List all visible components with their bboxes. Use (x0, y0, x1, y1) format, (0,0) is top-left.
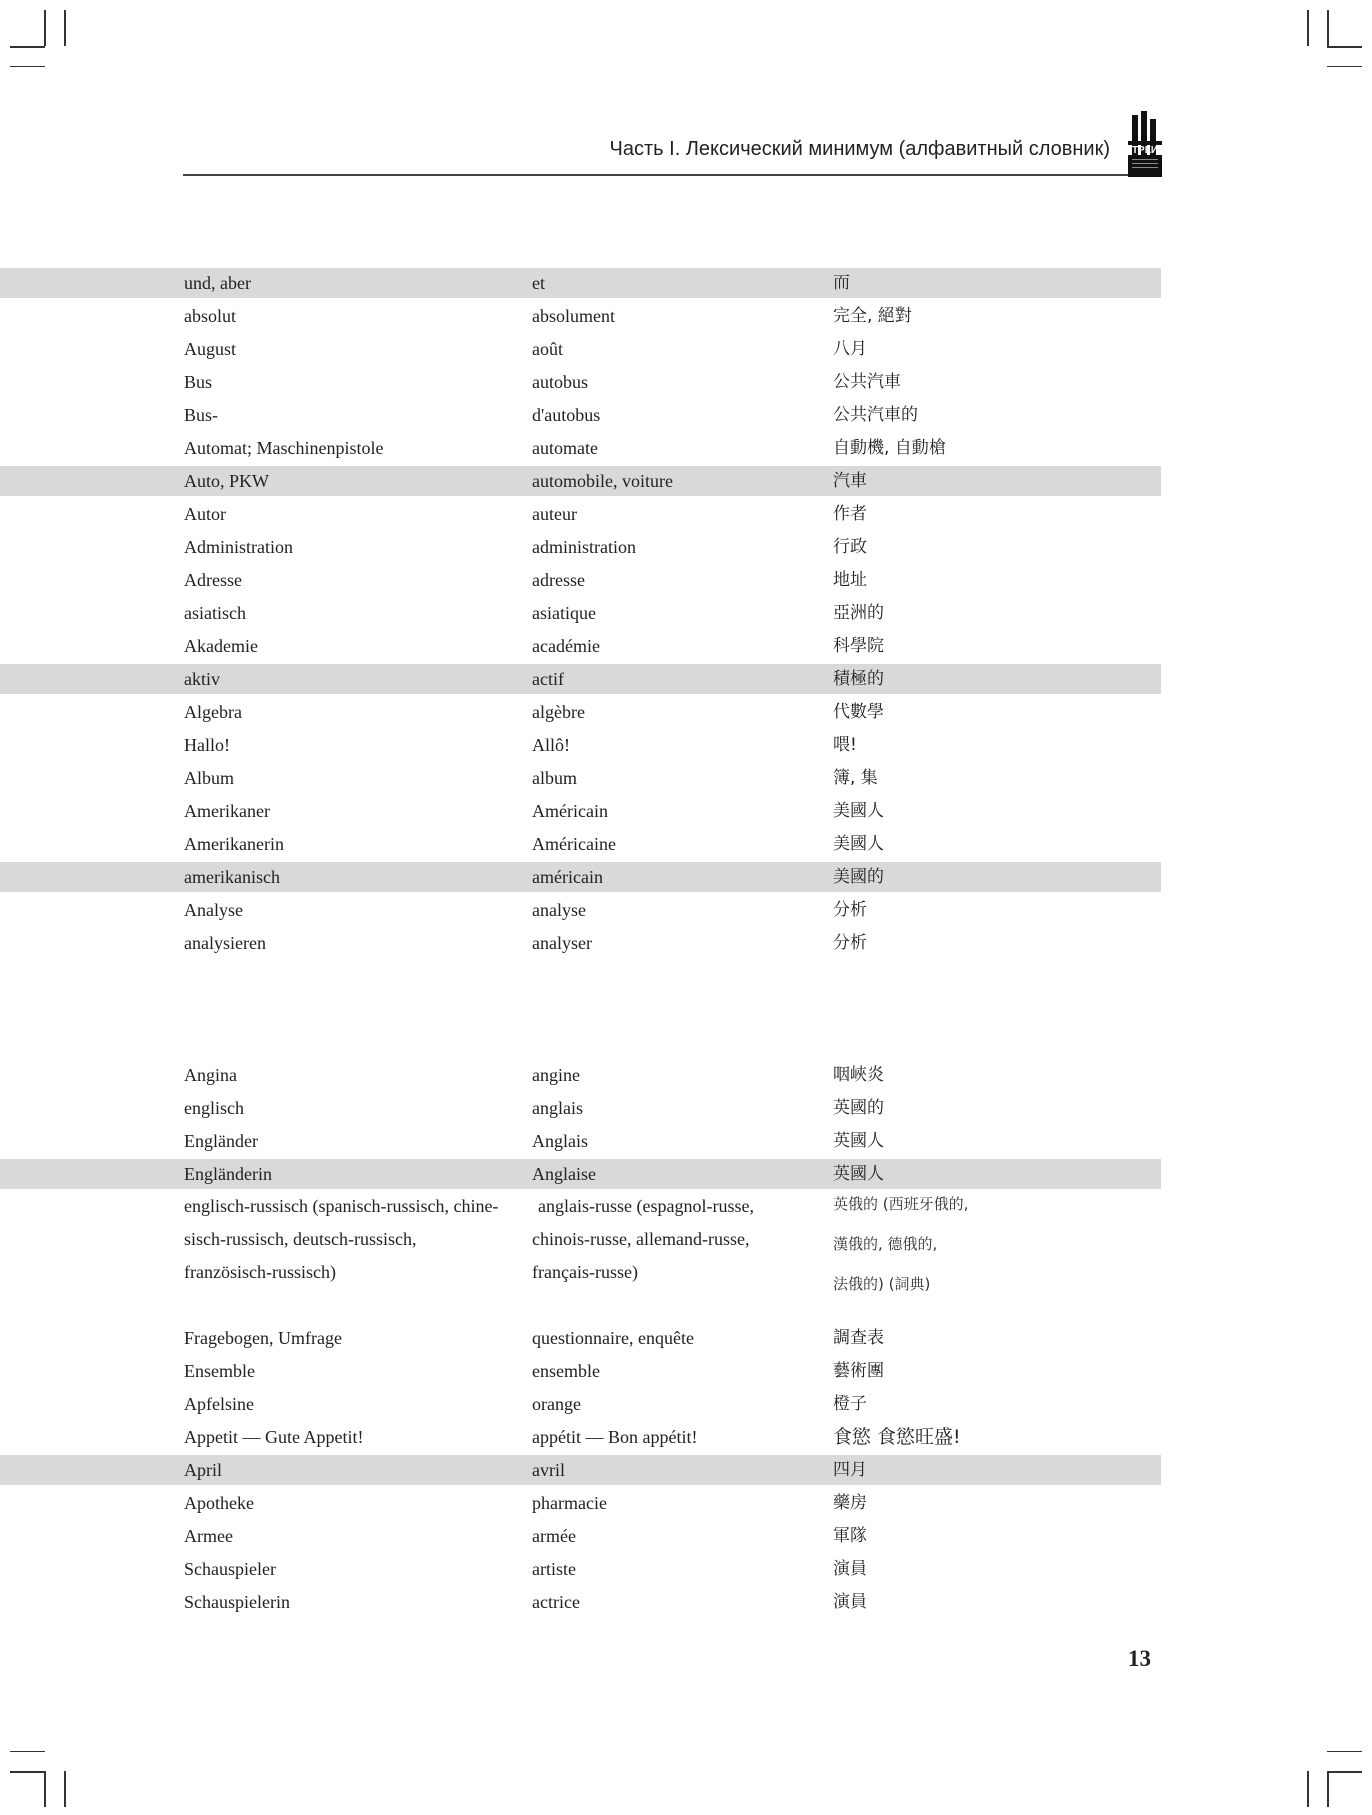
table-row: Armee armée 軍隊 (184, 1526, 867, 1546)
table-row: Ensemble ensemble 藝術團 (184, 1361, 884, 1381)
header-rule (183, 174, 1161, 176)
table-row: Album album 簿, 集 (184, 768, 878, 788)
table-row: Auto, PKW automobile, voiture 汽車 (0, 466, 1161, 496)
table-row: Bus autobus 公共汽車 (184, 372, 901, 392)
running-header: Часть I. Лексический минимум (алфавитный словник) (609, 138, 1110, 160)
table-row: asiatisch asiatique 亞洲的 (184, 603, 884, 623)
page-number: 13 (1128, 1646, 1151, 1671)
table-row: Akademie académie 科學院 (184, 636, 884, 656)
table-row: Amerikaner Américain 美國人 (184, 801, 884, 821)
table-row: und, aber et 而 (0, 268, 1161, 298)
table-row: Engländer Anglais 英國人 (184, 1131, 884, 1151)
table-row: Analyse analyse 分析 (184, 900, 867, 920)
table-row: aktiv actif 積極的 (0, 664, 1161, 694)
table-row: Apotheke pharmacie 藥房 (184, 1493, 867, 1513)
table-row: Hallo! Allô! 喂! (184, 735, 857, 755)
table-row: amerikanisch américain 美國的 (0, 862, 1161, 892)
trki-logo-icon (1128, 111, 1162, 177)
table-row: Bus- d'autobus 公共汽車的 (184, 405, 918, 425)
table-row: April avril 四月 (0, 1455, 1161, 1485)
table-row: Autor auteur 作者 (184, 504, 867, 524)
table-row: Schauspieler artiste 演員 (184, 1559, 867, 1579)
table-row: August août 八月 (184, 339, 867, 359)
table-row: Automat; Maschinenpistole automate 自動機, 自動槍 (184, 438, 946, 458)
table-row: Fragebogen, Umfrage questionnaire, enquête 調查表 (184, 1328, 884, 1348)
logo-text: ТРКИ (1131, 145, 1159, 156)
table-row: Apfelsine orange 橙子 (184, 1394, 867, 1414)
table-row: Schauspielerin actrice 演員 (184, 1592, 867, 1612)
multiline-zh: 英俄的 (西班牙俄的, 漢俄的, 德俄的, 法俄的) (詞典) (833, 1195, 969, 1293)
table-row: Amerikanerin Américaine 美國人 (184, 834, 884, 854)
multiline-de: englisch-russisch (spanisch-russisch, chine- sisch-russisch, deutsch-russisch, französisch-russisch) (184, 1196, 499, 1282)
multiline-fr: anglais-russe (espagnol-russe, chinois-russe, allemand-russe, français-russe) (532, 1196, 754, 1282)
table-row: Administration administration 行政 (184, 537, 867, 557)
table-row: Adresse adresse 地址 (184, 570, 867, 590)
table-row: Algebra algèbre 代數學 (184, 702, 884, 722)
table-row: englisch anglais 英國的 (184, 1098, 884, 1118)
table-row: Angina angine 咽峽炎 (184, 1065, 884, 1085)
table-row: analysieren analyser 分析 (184, 933, 867, 953)
table-row: absolut absolument 完全, 絕對 (184, 306, 912, 326)
table-row: Appetit — Gute Appetit! appétit — Bon appétit! 食慾 食慾旺盛! (184, 1426, 961, 1448)
table-row: Engländerin Anglaise 英國人 (0, 1159, 1161, 1189)
